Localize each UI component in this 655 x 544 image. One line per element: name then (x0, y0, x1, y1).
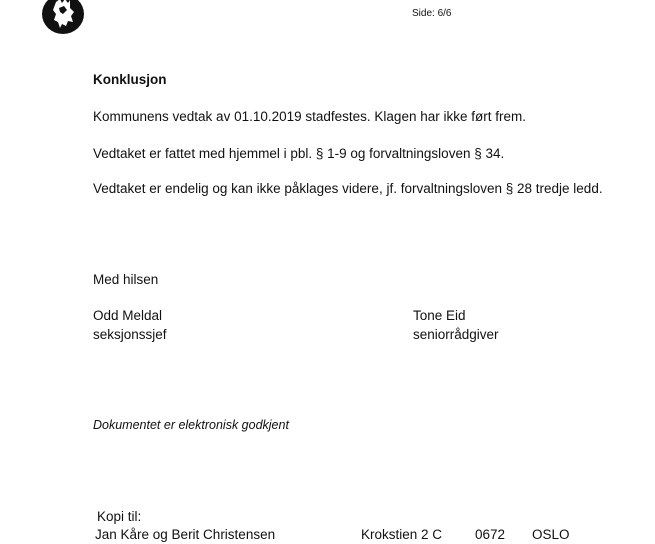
recipient-address: Krokstien 2 C (361, 527, 443, 542)
signatory-name: Odd Meldal (93, 308, 163, 323)
recipient-city: OSLO (532, 527, 570, 542)
norwegian-lion-crest-icon (42, 0, 84, 34)
recipient-postcode: 0672 (475, 527, 506, 542)
section-heading: Konklusjon (93, 72, 167, 87)
signatory-name: Tone Eid (413, 308, 466, 323)
copy-label: Kopi til: (97, 509, 142, 524)
paragraph: Kommunens vedtak av 01.10.2019 stadfestes. Klagen har ikke ført frem. (93, 109, 526, 124)
signatory-title: seniorrådgiver (413, 327, 499, 342)
paragraph: Vedtaket er endelig og kan ikke påklages videre, jf. forvaltningsloven § 28 tredje ledd. (93, 181, 603, 196)
greeting: Med hilsen (93, 272, 159, 287)
paragraph: Vedtaket er fattet med hjemmel i pbl. § 1-9 og forvaltningsloven § 34. (93, 146, 505, 161)
recipient-name: Jan Kåre og Berit Christensen (95, 527, 276, 542)
page-number: Side: 6/6 (412, 8, 452, 19)
approval-note: Dokumentet er elektronisk godkjent (93, 418, 289, 432)
signatory-title: seksjonssjef (93, 327, 167, 342)
